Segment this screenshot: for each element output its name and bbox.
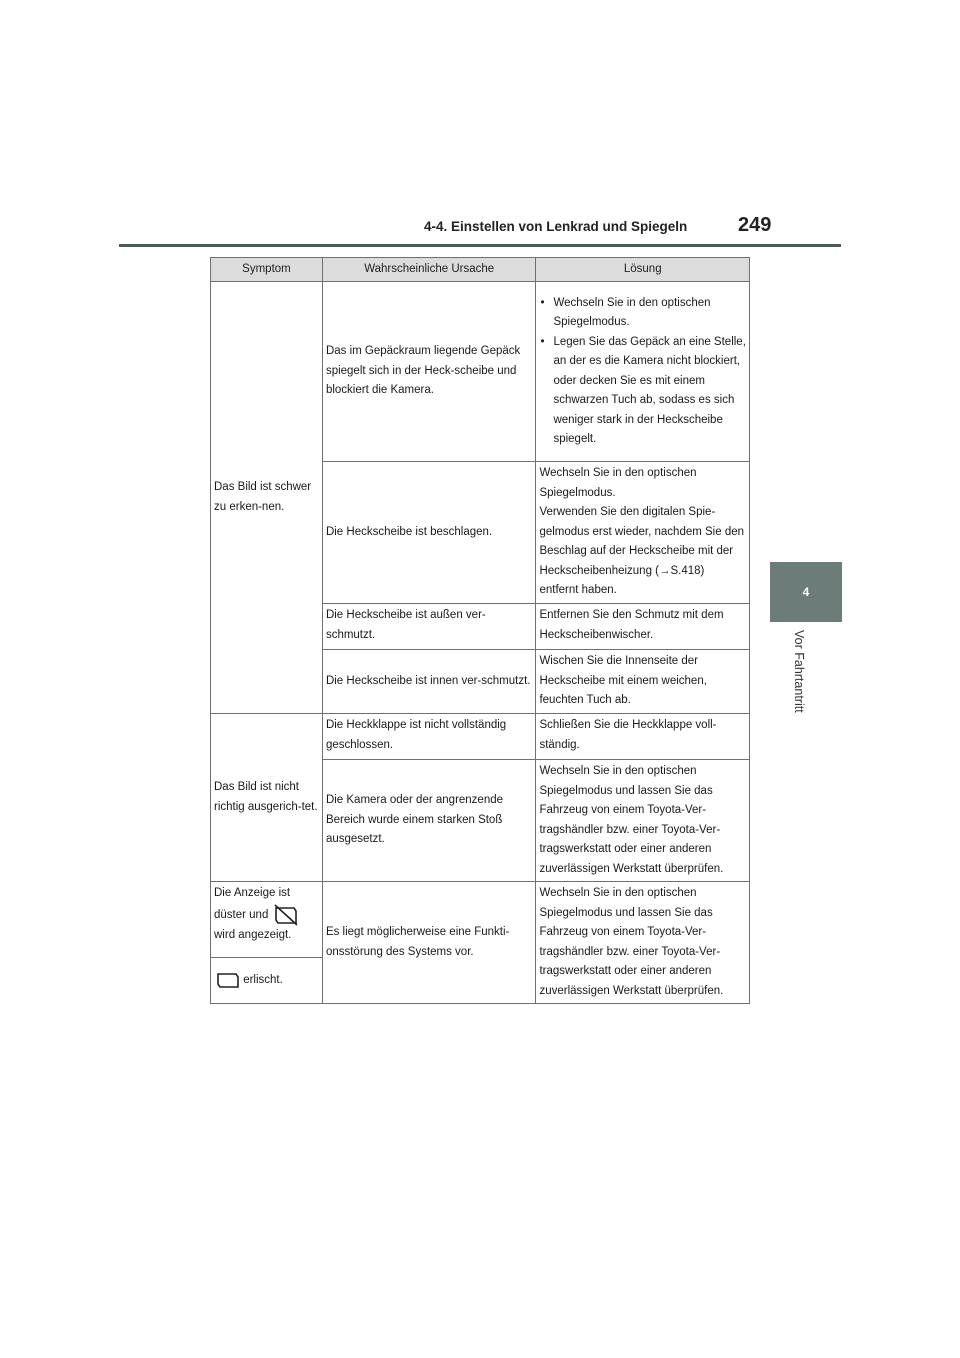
- solution-cell: [536, 714, 750, 760]
- troubleshooting-table: [210, 257, 750, 1004]
- solution-cell: [536, 282, 750, 462]
- cause-text: Die Kamera oder der angrenzende Bereich wurde einem starken Stoß ausgesetzt.: [325, 794, 504, 846]
- cause-text: Die Heckscheibe ist beschlagen.: [325, 525, 493, 538]
- symptom-text: Die Anzeige ist düster und: [214, 887, 291, 921]
- solution-text: Wechseln Sie in den optischen Spiegelmodus.: [539, 467, 697, 499]
- solution-cell: [536, 760, 750, 882]
- mirror-warning-icon: [272, 904, 298, 926]
- solution-list: [539, 294, 746, 450]
- list-item: • Legen Sie das Gepäck an eine Stelle, an der es die Kamera nicht blockiert, oder decken Sie es mit einem schwarzen Tuch ab, sodass es sich weniger stark in der Heckscheibe spiegelt.: [539, 333, 746, 450]
- symptom-cell: [211, 714, 323, 882]
- symptom-text: Das Bild ist nicht richtig ausgerich-tet.: [214, 781, 318, 813]
- solution-text: Verwenden Sie den digitalen Spie-gelmodus erst wieder, nachdem Sie den Beschlag auf der Heckscheibe mit der Heckscheibenheizung (→S.418) entfernt haben.: [539, 506, 745, 597]
- cause-cell: [322, 882, 536, 1004]
- solution-text: Wischen Sie die Innenseite der Heckscheibe mit einem weichen, feuchten Tuch ab.: [539, 655, 707, 706]
- symptom-text: wird angezeigt.: [214, 928, 292, 941]
- header-solution: Lösung: [536, 258, 750, 282]
- solution-text: Schließen Sie die Heckklappe voll-ständig.: [539, 719, 717, 751]
- symptom-text: erlischt.: [243, 973, 283, 986]
- cause-cell: [322, 604, 536, 650]
- mirror-icon: [214, 971, 240, 989]
- header-divider: [119, 244, 841, 247]
- symptom-cell: [211, 882, 323, 958]
- cause-cell: [322, 650, 536, 714]
- cause-text: Die Heckscheibe ist innen ver-schmutzt.: [325, 674, 531, 687]
- solution-text: Entfernen Sie den Schmutz mit dem Heckscheibenwischer.: [539, 609, 724, 641]
- cause-cell: [322, 714, 536, 760]
- cause-text: Es liegt möglicherweise eine Funkti-onsstörung des Systems vor.: [325, 926, 510, 958]
- list-item: • Wechseln Sie in den optischen Spiegelmodus.: [539, 294, 746, 333]
- cause-text: Die Heckscheibe ist außen ver-schmutzt.: [325, 609, 486, 641]
- cause-cell: [322, 282, 536, 462]
- header-symptom: Symptom: [211, 258, 323, 282]
- page-number: 249: [738, 214, 772, 236]
- solution-cell: [536, 650, 750, 714]
- chapter-tab-number: 4: [802, 585, 810, 599]
- solution-text: Wechseln Sie in den optischen Spiegelmodus und lassen Sie das Fahrzeug von einem Toyota-Ver-tragshändler bzw. einer Toyota-Ver-tragswerkstatt oder einer anderen zuverlässigen Werkstatt überprüfen.: [539, 887, 724, 997]
- chapter-tab[interactable]: [770, 562, 842, 622]
- solution-cell: [536, 604, 750, 650]
- cause-cell: [322, 760, 536, 882]
- section-title: 4-4. Einstellen von Lenkrad und Spiegeln: [424, 219, 688, 234]
- symptom-text: Das Bild ist schwer zu erken-nen.: [214, 481, 312, 513]
- cause-text: Das im Gepäckraum liegende Gepäck spiegelt sich in der Heck-scheibe und blockiert die Kamera.: [325, 345, 521, 397]
- table-row: [211, 282, 750, 462]
- table-row: [211, 882, 750, 958]
- cause-cell: [322, 462, 536, 604]
- symptom-cell: [211, 282, 323, 714]
- cause-text: Die Heckklappe ist nicht vollständig geschlossen.: [325, 719, 507, 751]
- solution-cell: [536, 882, 750, 1004]
- solution-text: Wechseln Sie in den optischen Spiegelmodus und lassen Sie das Fahrzeug von einem Toyota-Ver-tragshändler bzw. einer Toyota-Ver-tragswerkstatt oder einer anderen zuverlässigen Werkstatt überprüfen.: [539, 765, 724, 875]
- header-cause: Wahrscheinliche Ursache: [322, 258, 536, 282]
- solution-cell: [536, 462, 750, 604]
- chapter-tab-label: Vor Fahrtantritt: [792, 630, 806, 713]
- symptom-cell: [211, 958, 323, 1004]
- table-row: [211, 714, 750, 760]
- table-header-row: [211, 258, 750, 282]
